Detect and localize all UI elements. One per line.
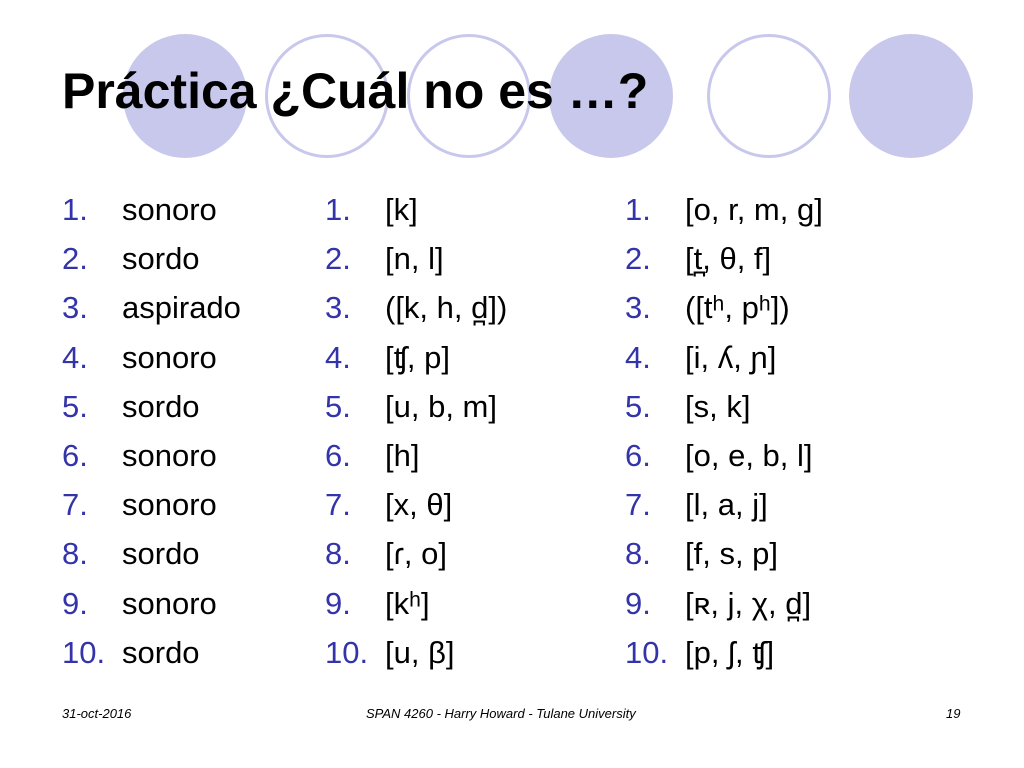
footer-page-number: 19: [946, 706, 961, 721]
list-item: [625, 185, 823, 234]
item-number: 4.: [625, 339, 651, 375]
list-item: [62, 480, 241, 529]
list-item: [325, 480, 507, 529]
list-column-2: [325, 185, 507, 677]
item-text: sonoro: [122, 487, 217, 523]
list-item: [625, 382, 823, 431]
item-text: [u, β]: [385, 634, 455, 670]
list-item: [625, 234, 823, 283]
decorative-circle-6: [849, 34, 973, 158]
item-text: sonoro: [122, 339, 217, 375]
item-number: 8.: [625, 536, 651, 572]
item-number: 9.: [325, 585, 351, 621]
footer-date: 31-oct-2016: [62, 706, 132, 721]
list-item: [325, 234, 507, 283]
item-text: [s, k]: [685, 388, 751, 424]
item-text: [n, l]: [385, 241, 444, 277]
item-text: sonoro: [122, 585, 217, 621]
item-number: 10.: [625, 634, 669, 670]
list-item: [625, 283, 823, 332]
list-item: [62, 382, 241, 431]
item-number: 3.: [62, 290, 88, 326]
item-number: 7.: [62, 487, 88, 523]
item-text: ([tʰ, pʰ]): [685, 290, 790, 326]
list-item: [625, 529, 823, 578]
item-text: [o, e, b, l]: [685, 437, 813, 473]
item-text: [u, b, m]: [385, 388, 497, 424]
item-text: [ʀ, j, χ, d̪]: [685, 585, 812, 621]
list-item: [62, 234, 241, 283]
item-number: 9.: [62, 585, 88, 621]
item-text: [f, s, p]: [685, 536, 779, 572]
item-number: 4.: [325, 339, 351, 375]
item-number: 1.: [625, 192, 651, 227]
list-item: [325, 579, 507, 628]
item-text: sordo: [122, 536, 200, 572]
item-number: 7.: [625, 487, 651, 523]
list-item: [62, 431, 241, 480]
item-number: 2.: [625, 241, 651, 277]
item-number: 6.: [325, 437, 351, 473]
item-number: 7.: [325, 487, 351, 523]
item-number: 5.: [62, 388, 88, 424]
item-number: 2.: [325, 241, 351, 277]
list-item: [62, 283, 241, 332]
list-item: [325, 283, 507, 332]
item-text: [h]: [385, 437, 420, 473]
item-text: sonoro: [122, 192, 217, 227]
list-item: [62, 333, 241, 382]
item-text: [i, ʎ, ɲ]: [685, 339, 777, 375]
list-item: [625, 333, 823, 382]
item-number: 8.: [325, 536, 351, 572]
item-number: 4.: [62, 339, 88, 375]
list-item: [325, 529, 507, 578]
item-number: 3.: [325, 290, 351, 326]
item-text: [p, ʃ, ʧ]: [685, 634, 775, 670]
slide-title: Práctica ¿Cuál no es …?: [62, 63, 649, 119]
list-item: [625, 579, 823, 628]
list-item: [325, 333, 507, 382]
item-number: 1.: [62, 192, 88, 227]
list-item: [62, 185, 241, 234]
item-number: 6.: [62, 437, 88, 473]
list-column-1: [62, 185, 241, 677]
item-number: 3.: [625, 290, 651, 326]
list-item: [625, 628, 823, 677]
list-item: [325, 431, 507, 480]
list-column-3: [625, 185, 823, 677]
item-text: [o, r, m, g]: [685, 192, 823, 227]
item-text: [t̪, θ, f]: [685, 241, 772, 277]
item-text: sordo: [122, 388, 200, 424]
item-text: [ʧ, p]: [385, 339, 450, 375]
list-item: [625, 480, 823, 529]
item-text: [x, θ]: [385, 487, 453, 523]
item-text: [ɾ, o]: [385, 536, 448, 572]
item-text: [kʰ]: [385, 585, 430, 621]
item-text: ([k, h, d̪]): [385, 290, 508, 326]
item-number: 2.: [62, 241, 88, 277]
item-text: [k]: [385, 192, 418, 227]
item-number: 8.: [62, 536, 88, 572]
item-text: sonoro: [122, 437, 217, 473]
item-number: 1.: [325, 192, 351, 227]
decorative-circle-5: [707, 34, 831, 158]
item-number: 10.: [62, 634, 106, 670]
item-text: [l, a, j]: [685, 487, 768, 523]
list-item: [325, 185, 507, 234]
list-item: [325, 382, 507, 431]
footer-course-info: SPAN 4260 - Harry Howard - Tulane University: [366, 706, 636, 721]
item-number: 10.: [325, 634, 369, 670]
item-number: 5.: [625, 388, 651, 424]
list-item: [62, 628, 241, 677]
item-number: 5.: [325, 388, 351, 424]
list-item: [62, 529, 241, 578]
list-item: [62, 579, 241, 628]
item-text: sordo: [122, 241, 200, 277]
list-item: [325, 628, 507, 677]
item-number: 6.: [625, 437, 651, 473]
item-text: aspirado: [122, 290, 241, 326]
item-number: 9.: [625, 585, 651, 621]
list-item: [625, 431, 823, 480]
item-text: sordo: [122, 634, 200, 670]
